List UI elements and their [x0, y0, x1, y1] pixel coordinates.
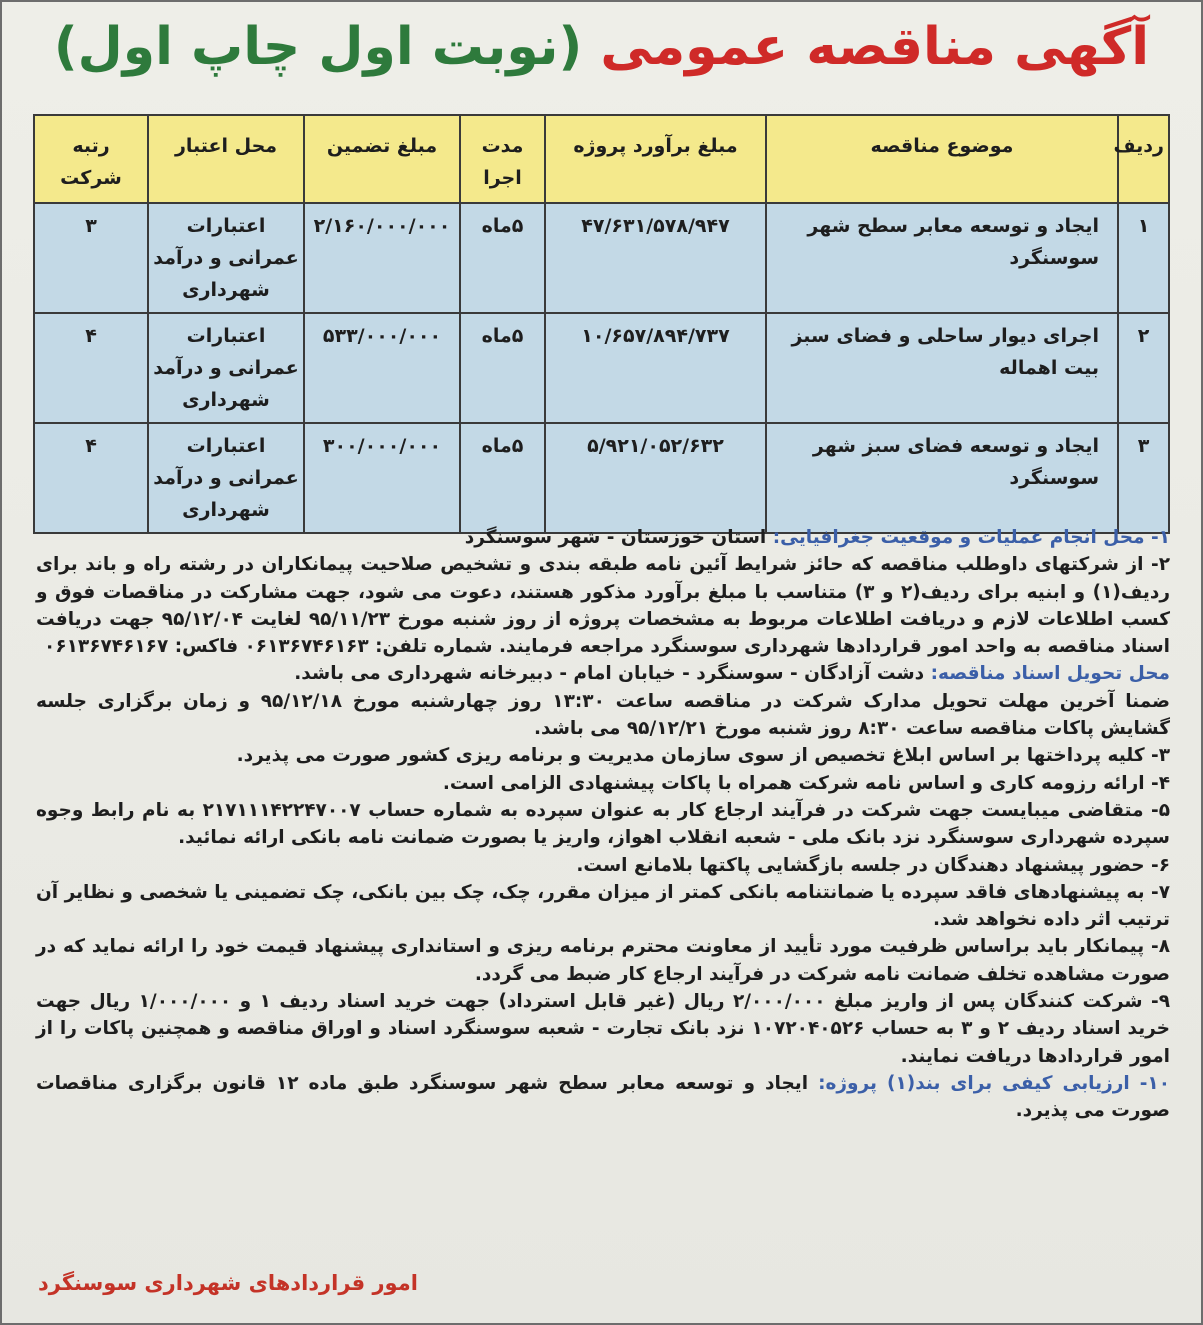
clause-delivery-label: محل تحویل اسناد مناقصه:: [930, 663, 1170, 685]
header-subject: موضوع مناقصه: [766, 115, 1118, 203]
cell-credit-source: اعتبارات عمرانی و درآمد شهرداری: [148, 313, 304, 423]
cell-row-number: ۳: [1118, 423, 1169, 533]
table-row: [34, 423, 1169, 533]
header-estimate: مبلغ برآورد پروژه: [545, 115, 766, 203]
cell-credit-source: اعتبارات عمرانی و درآمد شهرداری: [148, 203, 304, 313]
cell-estimate: ۴۷/۶۳۱/۵۷۸/۹۴۷: [545, 203, 766, 313]
cell-duration: ۵ماه: [460, 313, 545, 423]
clause-deposit: ۵- متقاضی میبایست جهت شرکت در فرآیند ارجاع کار به عنوان سپرده به شماره حساب ۲۱۷۱۱۱۴۲۲۴۷۰۰۷ به نام رابط وجوه سپرده شهرداری سوسنگرد نزد بانک ملی - شعبه انقلاب اهواز، واریز یا بصورت ضمانت نامه بانکی ارائه نمائید.: [36, 799, 1170, 849]
cell-duration: ۵ماه: [460, 203, 545, 313]
cell-company-rank: ۳: [34, 203, 148, 313]
clause-deadline: ضمنا آخرین مهلت تحویل مدارک شرکت در مناقصه ساعت ۱۳:۳۰ روز چهارشنبه مورخ ۹۵/۱۲/۱۸ و زمان برگزاری جلسه گشایش پاکات مناقصه ساعت ۸:۳۰ روز شنبه مورخ ۹۵/۱۲/۲۱ می باشد.: [36, 690, 1170, 740]
cell-estimate: ۵/۹۲۱/۰۵۲/۶۳۲: [545, 423, 766, 533]
notice-clauses: [36, 524, 1170, 1125]
clause-location-text: استان خوزستان - شهر سوسنگرد: [464, 527, 767, 548]
clause-evaluation-text: ایجاد و توسعه معابر سطح شهر سوسنگرد طبق ماده ۱۲ قانون برگزاری مناقصات صورت می پذیرد.: [36, 1072, 1170, 1122]
cell-estimate: ۱۰/۶۵۷/۸۹۴/۷۳۷: [545, 313, 766, 423]
clause-document-fee: ۹- شرکت کنندگان پس از واریز مبلغ ۲/۰۰۰/۰۰۰ ریال (غیر قابل استرداد) جهت خرید اسناد ردیف ۱ و ۱/۰۰۰/۰۰۰ ریال جهت خرید اسناد ردیف ۲ و ۳ به حساب ۱۰۷۲۰۴۰۵۲۶ نزد بانک تجارت - شعبه سوسنگرد اسناد و اوراق مناقصه و همچنین پاکات را از امور قراردادها دریافت نمایند.: [36, 991, 1170, 1067]
title-sub: (نوبت اول چاپ اول): [53, 17, 583, 77]
clause-evaluation: [36, 1070, 1170, 1125]
clause-evaluation-label: ۱۰- ارزیابی کیفی برای بند(۱) پروژه:: [818, 1072, 1170, 1094]
tenders-table: [33, 114, 1170, 534]
cell-duration: ۵ماه: [460, 423, 545, 533]
table-row: [34, 313, 1169, 423]
cell-row-number: ۱: [1118, 203, 1169, 313]
cell-subject: ایجاد و توسعه معابر سطح شهر سوسنگرد: [766, 203, 1118, 313]
cell-company-rank: ۴: [34, 313, 148, 423]
header-row-number: ردیف: [1118, 115, 1169, 203]
notice-title: [2, 2, 1201, 106]
footer-signature: امور قراردادهای شهرداری سوسنگرد: [38, 1271, 418, 1295]
header-duration: مدت اجرا: [460, 115, 545, 203]
cell-subject: ایجاد و توسعه فضای سبز شهر سوسنگرد: [766, 423, 1118, 533]
clause-location: [36, 524, 1170, 551]
cell-guarantee: ۳۰۰/۰۰۰/۰۰۰: [304, 423, 460, 533]
cell-credit-source: اعتبارات عمرانی و درآمد شهرداری: [148, 423, 304, 533]
clause-capacity: ۸- پیمانکار باید براساس ظرفیت مورد تأیید از معاونت محترم برنامه ریزی و استانداری پیشنهاد قیمت خود را ارائه نماید که در صورت مشاهده تخلف ضمانت نامه شرکت در فرآیند ارجاع کار ضبط می گردد.: [36, 936, 1170, 985]
clause-location-label: ۱- محل انجام عملیات و موقعیت جغرافیایی:: [772, 527, 1170, 548]
clause-delivery: [36, 660, 1170, 687]
cell-guarantee: ۲/۱۶۰/۰۰۰/۰۰۰: [304, 203, 460, 313]
table-row: [34, 203, 1169, 313]
cell-guarantee: ۵۳۳/۰۰۰/۰۰۰: [304, 313, 460, 423]
cell-company-rank: ۴: [34, 423, 148, 533]
clause-invalid-bids: ۷- به پیشنهادهای فاقد سپرده یا ضمانتنامه بانکی کمتر از میزان مقرر، چک، چک بین بانکی، چک تضمینی یا شخصی و نظایر آن ترتیب اثر داده نخواهد شد.: [36, 881, 1170, 931]
table-header-row: [34, 115, 1169, 203]
clause-attendance: ۶- حضور پیشنهاد دهندگان در جلسه بازگشایی پاکتها بلامانع است.: [576, 854, 1170, 876]
header-guarantee: مبلغ تضمین: [304, 115, 460, 203]
header-credit-source: محل اعتبار: [148, 115, 304, 203]
clause-delivery-text: دشت آزادگان - سوسنگرد - خیابان امام - دبیرخانه شهرداری می باشد.: [294, 663, 925, 685]
clause-payments: ۳- کلیه پرداختها بر اساس ابلاغ تخصیص از سوی سازمان مدیریت و برنامه ریزی کشور صورت می پذیرد.: [236, 745, 1170, 767]
header-company-rank: رتبه شرکت: [34, 115, 148, 203]
clause-eligibility: ۲- از شرکتهای داوطلب مناقصه که حائز شرایط آئین نامه طبقه بندی و تشخیص صلاحیت پیمانکاران در رشته راه و باند برای ردیف(۱) و ابنیه برای ردیف(۲ و ۳) متناسب با مبلغ برآورد مذکور هستند، دعوت می شود، جهت مشارکت در مناقصات فوق و کسب اطلاعات لازم و دریافت اطلاعات مربوط به مشخصات پروژه از روز شنبه مورخ ۹۵/۱۱/۲۳ لغایت ۹۵/۱۲/۰۴ جهت دریافت اسناد مناقصه به واحد امور قراردادها شهرداری سوسنگرد مراجعه فرمایند. شماره تلفن: ۰۶۱۳۶۷۴۶۱۶۳ فاکس: ۰۶۱۳۶۷۴۶۱۶۷: [36, 554, 1170, 658]
title-main: آگهی مناقصه عمومی: [600, 17, 1150, 77]
cell-row-number: ۲: [1118, 313, 1169, 423]
clause-resume: ۴- ارائه رزومه کاری و اساس نامه شرکت همراه با پاکات پیشنهادی الزامی است.: [442, 772, 1170, 794]
cell-subject: اجرای دیوار ساحلی و فضای سبز بیت اهماله: [766, 313, 1118, 423]
